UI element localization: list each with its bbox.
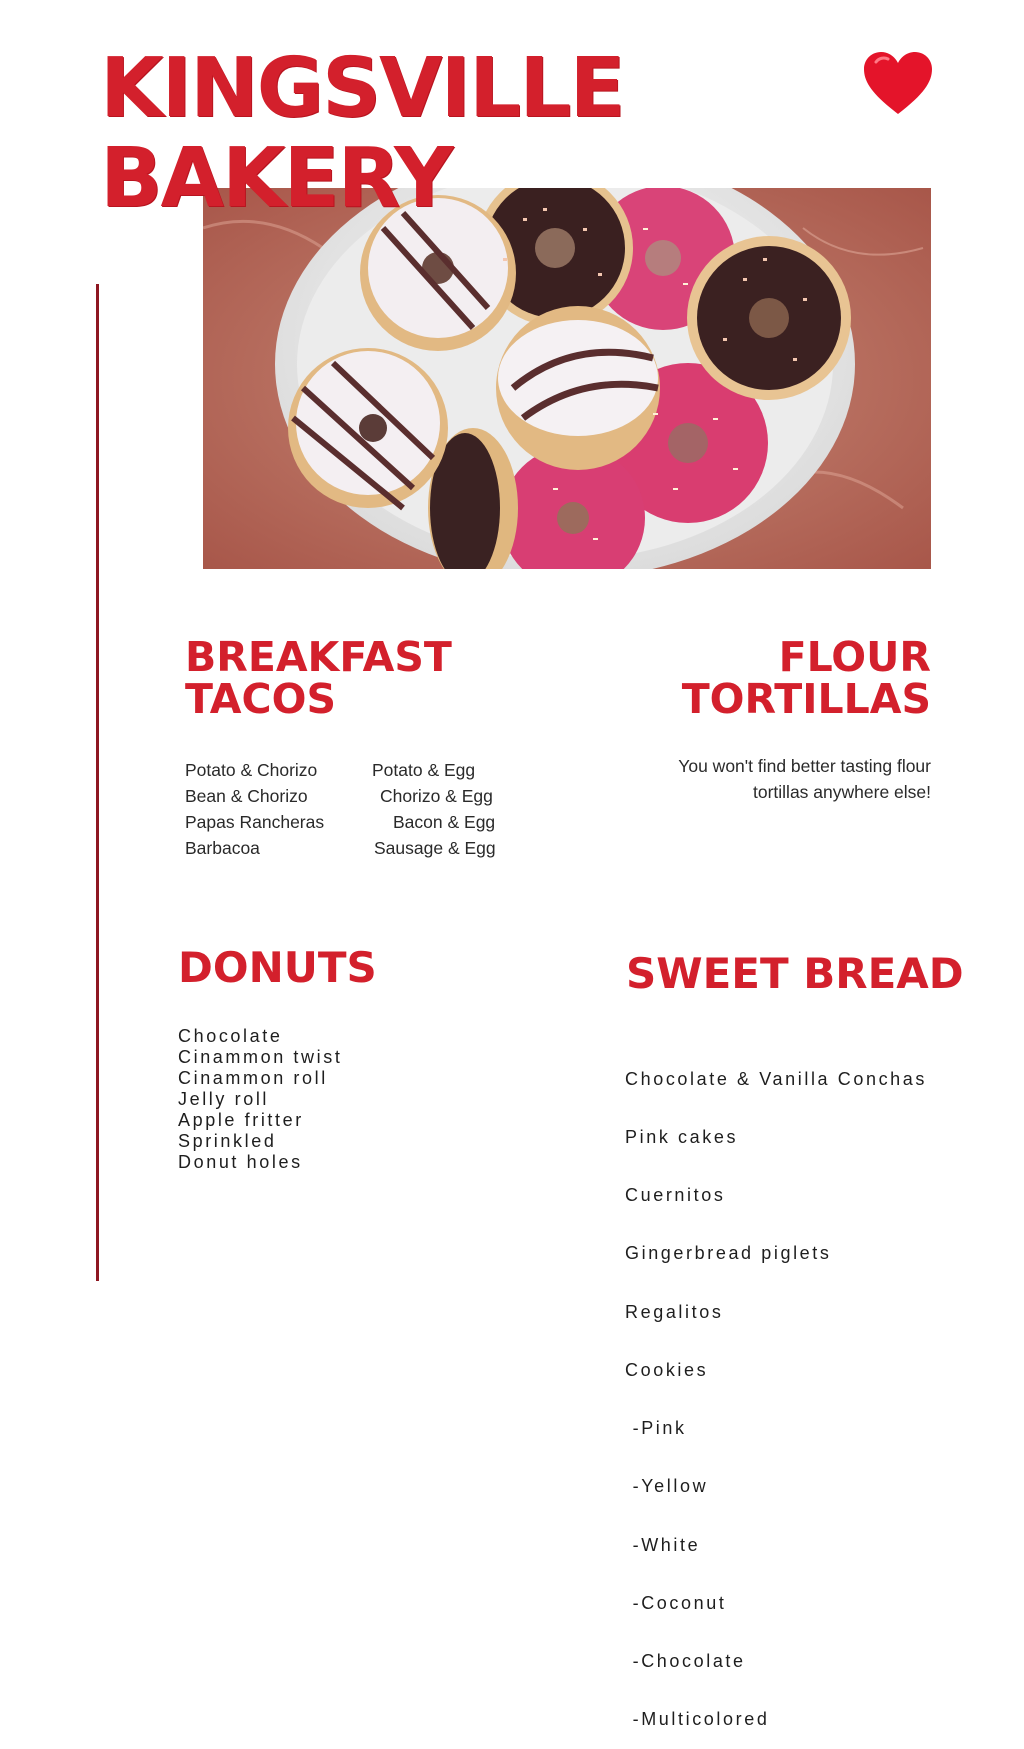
title-line-1: KINGSVILLE xyxy=(100,41,624,136)
taco-item: Papas Rancheras xyxy=(185,812,325,832)
sweet-bread-item: Cookies xyxy=(625,1359,709,1380)
donut-item: Chocolate xyxy=(178,1026,283,1046)
flour-tortillas-heading-line-2: TORTILLAS xyxy=(681,675,931,723)
donut-item: Donut holes xyxy=(178,1152,303,1172)
flour-tortillas-description xyxy=(571,753,931,805)
taco-item: Bacon & Egg xyxy=(393,812,496,832)
cookie-flavor-item: -Multicolored xyxy=(625,1709,770,1730)
sweet-bread-item: Chocolate & Vanilla Conchas xyxy=(625,1068,928,1089)
cookie-flavor-item: -White xyxy=(625,1534,701,1555)
title-line-2: BAKERY xyxy=(100,131,452,226)
donut-item: Cinammon twist xyxy=(178,1047,343,1067)
taco-item: Potato & Egg xyxy=(372,760,476,780)
breakfast-tacos-list xyxy=(185,757,545,861)
left-divider-line xyxy=(96,284,99,1281)
taco-row xyxy=(185,757,545,783)
taco-item: Sausage & Egg xyxy=(374,838,496,858)
sweet-bread-item: Gingerbread piglets xyxy=(625,1243,832,1264)
taco-row xyxy=(185,809,545,835)
taco-item: Potato & Chorizo xyxy=(185,760,318,780)
cookie-flavor-item: -Chocolate xyxy=(625,1651,746,1671)
sweet-bread-list xyxy=(625,1031,927,1749)
donut-item: Sprinkled xyxy=(178,1131,277,1151)
sweet-bread-heading: SWEET BREAD xyxy=(626,949,964,998)
flour-tortillas-heading xyxy=(681,633,931,723)
taco-item: Bean & Chorizo xyxy=(185,786,308,806)
donut-item: Jelly roll xyxy=(178,1089,270,1109)
taco-item: Barbacoa xyxy=(185,838,260,858)
bakery-title xyxy=(100,41,624,226)
breakfast-tacos-heading xyxy=(185,633,452,723)
flour-tortillas-heading-line-1: FLOUR xyxy=(778,633,931,681)
donuts-list xyxy=(178,1026,342,1173)
cookie-flavor-item: -Coconut xyxy=(625,1592,727,1613)
flour-description-line-1: You won't find better tasting flour xyxy=(678,756,931,776)
taco-item: Chorizo & Egg xyxy=(380,786,493,806)
flour-description-line-2: tortillas anywhere else! xyxy=(753,782,931,802)
donuts-photo xyxy=(203,188,931,569)
donuts-heading: DONUTS xyxy=(178,943,377,992)
sweet-bread-item: Regalitos xyxy=(625,1301,724,1322)
cookie-flavor-item: -Pink xyxy=(625,1418,687,1439)
donut-item: Cinammon roll xyxy=(178,1068,328,1088)
cookie-flavor-item: -Yellow xyxy=(625,1476,709,1497)
breakfast-tacos-heading-line-1: BREAKFAST xyxy=(185,633,452,681)
sweet-bread-item: Cuernitos xyxy=(625,1185,726,1206)
heart-icon xyxy=(862,50,934,116)
donut-item: Apple fritter xyxy=(178,1110,304,1130)
sweet-bread-item: Pink cakes xyxy=(625,1127,739,1148)
taco-row xyxy=(185,783,545,809)
breakfast-tacos-heading-line-2: TACOS xyxy=(185,675,336,723)
taco-row xyxy=(185,835,545,861)
